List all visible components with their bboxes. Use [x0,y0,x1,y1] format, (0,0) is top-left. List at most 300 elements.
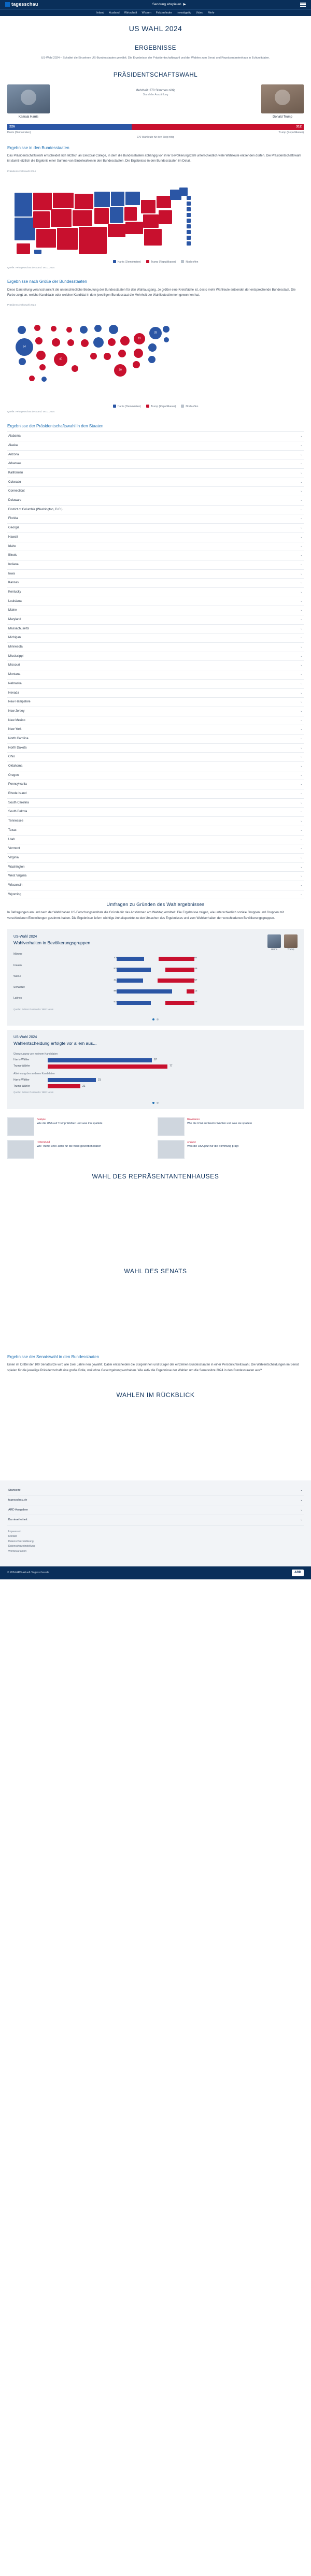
bubble-northcarolina[interactable] [134,349,143,358]
nav-item-ausland[interactable]: Ausland [109,11,120,15]
state-row[interactable] [7,441,304,451]
state-shape-wisconsin[interactable] [111,192,124,206]
state-row[interactable] [7,514,304,524]
brand-area[interactable] [5,1,38,8]
state-row-label: Tennessee [8,819,24,823]
chevron-down-icon[interactable]: ⌄ [300,874,303,878]
state-row[interactable] [7,459,304,469]
state-shape-nevada-utah[interactable] [33,211,50,228]
state-shape-newmexico[interactable] [57,228,78,250]
state-shape-connecticut[interactable] [187,219,191,223]
bubble-missouri[interactable] [81,339,89,347]
group-bar-rep [187,989,194,994]
panel2-group1-label: Überzeugung von meinem Kandidaten [13,1052,58,1056]
bubble-wisconsin[interactable] [94,325,102,332]
state-row[interactable] [7,506,304,515]
footer-row[interactable] [7,1495,304,1505]
bubble-maryland[interactable] [148,356,156,363]
state-row-label: Kentucky [8,590,21,594]
state-row-label: Virginia [8,856,19,859]
nav-item-mehr[interactable]: Mehr [208,11,215,15]
state-row[interactable] [7,661,304,670]
chevron-down-icon[interactable]: ⌄ [300,691,303,695]
state-row-label: Wisconsin [8,883,23,887]
chevron-down-icon[interactable]: ⌄ [300,508,303,511]
nav-item-wirtschaft[interactable]: Wirtschaft [124,11,137,15]
bubble-michigan[interactable] [109,325,118,334]
state-row[interactable] [7,652,304,661]
chevron-down-icon[interactable]: ⌄ [300,443,303,447]
bubble-florida[interactable]: 30 [114,364,126,377]
chevron-down-icon[interactable]: ⌄ [300,563,303,566]
bubble-washington[interactable] [18,326,26,334]
chevron-down-icon[interactable]: ⌄ [300,883,303,887]
state-shape-northcarolina[interactable] [159,210,172,224]
state-row[interactable] [7,451,304,460]
bubble-indiana[interactable] [108,338,116,346]
chevron-down-icon[interactable]: ⌄ [300,783,303,786]
state-shape-newjersey[interactable] [187,224,191,228]
chevron-down-icon[interactable]: ⌄ [300,1508,303,1512]
dot-2[interactable] [157,1018,159,1020]
state-shape-missouri[interactable] [94,208,109,224]
group-bar-track [13,978,298,983]
teaser-text [37,1117,102,1136]
state-list[interactable] [7,431,304,899]
chevron-down-icon[interactable]: ⌄ [300,865,303,869]
chevron-down-icon[interactable]: ⌄ [300,599,303,603]
bubble-newmexico[interactable] [39,364,46,370]
teaser-thumbnail [158,1140,185,1159]
group-bar-rep [165,1001,194,1005]
majority-needed: 270 Wahlleute für den Sieg nötig [136,136,175,139]
bubble-alaska[interactable] [29,376,35,381]
footer-label: Barrierefreiheit [8,1518,27,1522]
motivation-bar-value: 21 [82,1084,86,1088]
chevron-down-icon[interactable]: ⌄ [300,471,303,475]
group-bar-rep [165,968,194,972]
nav-item-wissen[interactable]: Wissen [142,11,151,15]
panel1-rep-photo [284,934,298,948]
cartogram-chart-title: Präsidentschaftswahl 2024 [7,304,36,307]
bubble-minnesota[interactable] [80,326,88,334]
state-shape-indiana-kentucky[interactable] [124,207,137,221]
state-shape-newengland[interactable] [179,188,188,196]
chevron-down-icon[interactable]: ⌄ [300,847,303,851]
state-row[interactable] [7,689,304,698]
state-shape-nebraska-kansas[interactable] [73,210,92,226]
group-bar-rep-value: 45 [194,968,197,971]
state-row[interactable] [7,836,304,845]
state-row[interactable] [7,606,304,615]
footer-link-datenschutzerklaerung[interactable]: Datenschutzerklärung [8,1539,34,1543]
state-row[interactable] [7,615,304,625]
teaser-item[interactable] [158,1117,304,1136]
chevron-down-icon[interactable]: ⌄ [300,581,303,585]
bubble-arizona[interactable] [36,351,46,360]
state-row[interactable] [7,826,304,836]
chevron-down-icon[interactable]: ⌄ [300,636,303,640]
state-row[interactable] [7,670,304,680]
chevron-down-icon[interactable]: ⌄ [300,700,303,704]
bubble-tennessee[interactable] [118,350,126,357]
state-row[interactable] [7,551,304,560]
state-row[interactable] [7,533,304,542]
main-nav[interactable] [0,9,311,16]
group-bar-track [13,957,298,961]
state-row-label: Iowa [8,572,15,575]
panel2-kicker: US-Wahl 2024 [13,1035,37,1040]
chevron-down-icon[interactable]: ⌄ [300,535,303,539]
state-row[interactable] [7,716,304,726]
chevron-down-icon[interactable]: ⌄ [300,1499,303,1502]
chevron-down-icon[interactable]: ⌄ [300,1489,303,1492]
state-shape-wyoming-colorado[interactable] [51,209,72,227]
chevron-down-icon[interactable]: ⌄ [300,554,303,557]
bubble-southdakota[interactable] [66,327,72,333]
state-row[interactable] [7,799,304,808]
state-row[interactable] [7,725,304,735]
panel2-pagination[interactable] [13,1099,298,1104]
bubble-northdakota[interactable] [51,326,56,332]
motivation-bar [48,1058,152,1062]
motivation-bar-label: Trump-Wähler [13,1084,30,1088]
bubble-texas[interactable]: 40 [54,353,67,366]
state-row[interactable] [7,487,304,496]
nav-item-investigativ[interactable]: Investigativ [176,11,191,15]
motivation-bar-value: 31 [98,1078,101,1082]
state-row[interactable] [7,432,304,441]
state-shape-florida[interactable] [144,229,162,246]
state-row-label: Florida [8,517,18,521]
state-row[interactable] [7,570,304,579]
state-row[interactable] [7,808,304,817]
chevron-down-icon[interactable]: ⌄ [300,499,303,502]
state-shape-northdakota[interactable] [53,193,74,208]
cartogram-source: Quelle: AP/tagesschau.de Stand: 06.11.2024 [7,410,55,413]
group-bar-dem-value: 53 [114,968,117,971]
state-row[interactable] [7,753,304,762]
state-shape-newhampshire[interactable] [187,202,191,206]
bubble-newjersey[interactable] [148,343,157,352]
chevron-down-icon[interactable]: ⌄ [300,664,303,667]
panel2-title: Wahlentscheidung erfolgte vor allem aus... [13,1041,97,1046]
teaser-item[interactable] [7,1140,153,1159]
chevron-down-icon[interactable]: ⌄ [300,1518,303,1522]
bubble-louisiana[interactable] [72,365,78,372]
bubble-connecticut[interactable] [164,337,169,342]
state-row-label: Delaware [8,499,22,502]
chevron-down-icon[interactable]: ⌄ [300,673,303,677]
bubble-kansas[interactable] [67,339,74,346]
review-heading: WAHLEN IM RÜCKBLICK [116,1391,195,1399]
chevron-down-icon[interactable]: ⌄ [300,544,303,548]
footer-links[interactable] [7,1526,304,1559]
usa-bubble-cartogram[interactable] [7,314,304,402]
state-row[interactable] [7,625,304,634]
state-shape-vermont[interactable] [187,196,191,200]
state-shape-minnesota[interactable] [94,192,110,207]
state-row[interactable] [7,844,304,854]
chevron-down-icon[interactable]: ⌄ [300,526,303,530]
bubble-illinois[interactable] [93,337,104,348]
chevron-down-icon[interactable]: ⌄ [300,755,303,759]
chevron-down-icon[interactable]: ⌄ [300,654,303,658]
bubble-alabama[interactable] [104,353,111,360]
state-shape-michigan[interactable] [125,192,140,205]
chevron-down-icon[interactable]: ⌄ [300,490,303,493]
motivation-bar-row [13,1063,298,1070]
footer-link-kontakt[interactable]: Kontakt [8,1535,17,1538]
bubble-mississippi[interactable] [90,353,97,359]
chevron-down-icon[interactable]: ⌄ [300,773,303,777]
group-bar-dem [117,957,144,961]
state-row[interactable] [7,579,304,588]
state-row-label: Illinois [8,554,17,557]
legend-item-dem: Harris (Demokraten) [113,405,141,409]
panel1-candidate-rep [284,934,298,952]
teaser-item[interactable] [158,1140,304,1159]
chevron-down-icon[interactable]: ⌄ [300,838,303,841]
tagesschau-logo[interactable] [5,1,38,8]
state-shape-illinois[interactable] [110,207,123,223]
menu-button[interactable] [300,3,306,6]
chevron-down-icon[interactable]: ⌄ [300,737,303,740]
footer-row[interactable] [7,1505,304,1515]
group-bar-rep [158,978,194,983]
survey-heading: Umfragen zu Gründen des Wahlergebnisses [106,902,205,908]
state-row-label: Minnesota [8,645,23,649]
bubble-ohio[interactable] [120,336,130,346]
state-row[interactable] [7,854,304,863]
group-bar-rep-value: 57 [194,978,197,982]
chevron-down-icon[interactable]: ⌄ [300,572,303,575]
chevron-down-icon[interactable]: ⌄ [300,609,303,612]
dot-1[interactable] [152,1102,154,1104]
state-shape-mississippi-alabama[interactable] [125,222,143,234]
state-shape-idaho-montana[interactable] [33,193,52,210]
state-shape-rhodeisland[interactable] [187,213,191,217]
state-row[interactable] [7,881,304,890]
majority-info [50,84,261,97]
panel2-source: Quelle: Edison Research / NBC News [13,1091,54,1094]
nav-item-inland[interactable]: Inland [96,11,105,15]
state-row[interactable] [7,762,304,771]
teaser-thumbnail [158,1117,185,1136]
footer-link-datenschutzeinstellung[interactable]: Datenschutzeinstellung [8,1545,35,1548]
state-shape-southdakota[interactable] [75,194,93,209]
state-row[interactable] [7,780,304,789]
state-row-label: District of Columbia (Washington, D.C.) [8,508,63,511]
bubble-newyork[interactable]: 28 [149,327,162,339]
survey-section [0,899,311,1159]
bubble-oregon[interactable] [19,358,26,365]
state-row[interactable] [7,469,304,478]
panel1-candidates [267,934,298,952]
chevron-down-icon[interactable]: ⌄ [300,435,303,438]
state-row[interactable] [7,560,304,570]
cartogram-section [0,274,311,418]
map-legend [7,258,304,264]
bubble-hawaii[interactable] [41,377,47,382]
state-shape-washington-oregon[interactable] [15,193,32,217]
state-row[interactable] [7,634,304,643]
state-row[interactable] [7,643,304,652]
chevron-down-icon[interactable]: ⌄ [300,627,303,630]
state-row[interactable] [7,496,304,506]
state-shape-hawaii[interactable] [34,250,41,254]
bubble-california[interactable]: 54 [16,338,33,356]
cartogram-heading: Ergebnisse nach Größe der Bundesstaaten [7,279,87,284]
chevron-down-icon[interactable]: ⌄ [300,792,303,796]
teaser-row-2 [7,1136,304,1159]
teaser-row-1 [7,1113,304,1136]
chevron-down-icon[interactable]: ⌄ [300,453,303,456]
footer-bar [0,1566,311,1579]
chevron-down-icon[interactable]: ⌄ [300,728,303,731]
chevron-down-icon[interactable]: ⌄ [300,645,303,649]
chevron-down-icon[interactable]: ⌄ [300,462,303,466]
state-shape-alaska[interactable] [17,243,30,254]
candidate-rep [261,84,304,120]
play-broadcast-button[interactable] [152,2,186,7]
state-row-label: New York [8,728,22,731]
candidate-rep-name: Donald Trump [273,116,292,119]
bubble-massachusetts[interactable] [163,326,169,333]
state-shape-texas[interactable] [79,227,107,254]
group-bar-rep-value: 45 [194,1001,197,1004]
motivation-bar-label: Harris-Wähler [13,1078,30,1082]
state-row-label: Maryland [8,618,21,622]
state-shape-tennessee[interactable] [143,214,159,228]
senate-heading: WAHL DES SENATS [124,1268,187,1275]
chevron-down-icon[interactable]: ⌄ [300,618,303,622]
chevron-down-icon[interactable]: ⌄ [300,590,303,594]
state-shape-maryland[interactable] [187,236,191,240]
bubble-montana[interactable] [34,325,40,331]
state-row-label: Ohio [8,755,15,759]
logo-square-icon [5,2,10,7]
state-shape-california[interactable] [15,218,35,240]
nav-item-faktenfinder[interactable]: Faktenfinder [156,11,172,15]
state-row[interactable] [7,478,304,487]
chevron-down-icon[interactable]: ⌄ [300,480,303,484]
chevron-down-icon[interactable]: ⌄ [300,856,303,859]
state-shape-arizona[interactable] [36,229,56,248]
bubble-colorado[interactable] [52,338,60,347]
bubble-pennsylvania[interactable]: 19 [134,333,145,344]
state-row-label: Nevada [8,691,19,695]
state-row[interactable] [7,817,304,826]
state-shape-arkansas-louisiana[interactable] [108,224,125,237]
state-row[interactable] [7,597,304,607]
state-row[interactable] [7,698,304,707]
chevron-down-icon[interactable]: ⌄ [300,682,303,685]
panel1-rows [13,951,298,1006]
state-row[interactable] [7,707,304,716]
group-bar-dem [117,978,143,983]
ard-logo[interactable]: ARD [292,1570,304,1576]
chevron-down-icon[interactable]: ⌄ [300,765,303,768]
group-bar-rep-value: 55 [194,957,197,960]
dot-1[interactable] [152,1018,154,1020]
state-list-section [0,418,311,900]
group-bar-track [13,1001,298,1005]
group-bar-label: Weiße [13,974,21,978]
chevron-down-icon[interactable]: ⌄ [300,801,303,804]
state-shape-pennsylvania[interactable] [157,196,171,208]
state-row-label: Montana [8,673,21,677]
state-row[interactable] [7,789,304,799]
state-row-label: Kalifornien [8,471,23,475]
review-content-placeholder [0,1410,311,1472]
chevron-down-icon[interactable]: ⌄ [300,746,303,750]
motivation-bar [48,1084,80,1088]
state-row[interactable] [7,771,304,781]
usa-choropleth-map[interactable] [7,180,304,258]
top-bar [0,0,311,9]
state-row[interactable] [7,863,304,872]
chevron-down-icon[interactable]: ⌄ [300,819,303,823]
state-row-label: Connecticut [8,490,25,493]
chevron-down-icon[interactable]: ⌄ [300,517,303,521]
footer-row[interactable] [7,1486,304,1495]
chevron-down-icon[interactable]: ⌄ [300,709,303,713]
state-shape-dc[interactable] [187,241,191,246]
teaser-item[interactable] [7,1117,153,1136]
panel1-pagination[interactable] [13,1015,298,1020]
chevron-down-icon[interactable]: ⌄ [300,893,303,896]
state-row[interactable] [7,542,304,552]
chevron-down-icon[interactable]: ⌄ [300,828,303,832]
state-row-label: Missouri [8,664,20,667]
survey-text: In Befragungen am und nach der Wahl haben US-Forschungsinstitute die Gründe für das Abstimmen am Wahltag ermittelt. Die Ergebnisse zeigen, wie unterschiedlich soziale Gruppen und Gruppen mit verschiedenen Einstellungen gestimmt haben. Die Ergebnisse liefern wichtige Anhaltspunkte zu den Ursachen des Ergebnisses und zum Wahlverhalten der verschiedenen Bevölkerungsgruppen. [7,911,284,920]
state-row[interactable] [7,890,304,900]
dot-2[interactable] [157,1102,159,1104]
state-row[interactable] [7,680,304,689]
state-row-label: Oregon [8,773,19,777]
footer-link-impressum[interactable]: Impressum [8,1530,21,1533]
state-shape-massachusetts[interactable] [187,207,191,211]
motivation-bar-label: Trump-Wähler [13,1064,30,1068]
state-shape-ohio[interactable] [141,200,156,213]
state-row-label: North Carolina [8,737,29,740]
state-row[interactable] [7,744,304,753]
chevron-down-icon[interactable]: ⌄ [300,810,303,814]
state-row[interactable] [7,735,304,744]
bubble-nevada[interactable] [35,337,43,344]
state-row[interactable] [7,588,304,597]
group-bar-row [13,973,298,984]
state-shape-delaware[interactable] [187,230,191,234]
footer-row[interactable] [7,1515,304,1525]
teaser-kicker: Analyse [187,1141,196,1144]
bubble-southcarolina[interactable] [133,361,140,368]
state-row[interactable] [7,872,304,881]
footer-link-werbevarianten[interactable]: Werbevarianten [8,1549,27,1553]
chevron-down-icon[interactable]: ⌄ [300,718,303,722]
nav-item-video[interactable]: Video [195,11,204,15]
motivation-bar [48,1078,96,1082]
teaser-title: Wie Trump und Harris für die Wahl geworben haben [37,1145,102,1148]
state-row-label: Idaho [8,544,17,548]
group-bar-track [13,989,298,994]
state-row-label: Alaska [8,443,18,447]
state-row[interactable] [7,524,304,533]
teaser-title: Was die USA jetzt für die Stimmung prägt [187,1145,238,1148]
house-heading: WAHL DES REPRÄSENTANTENHAUSES [92,1172,219,1180]
page-title: US WAHL 2024 [129,24,182,33]
